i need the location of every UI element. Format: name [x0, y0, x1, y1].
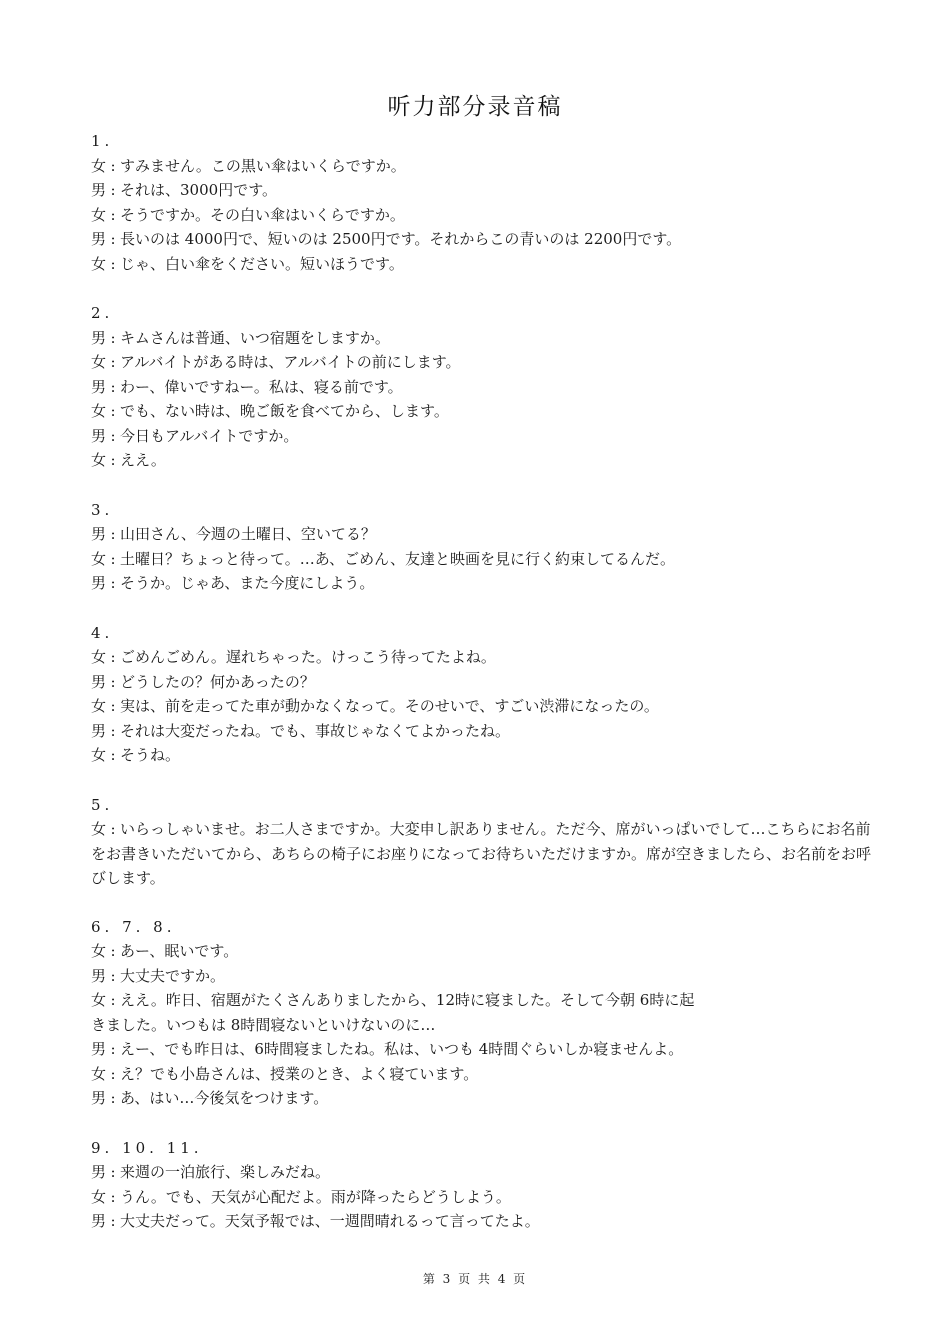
speaker-colon: : — [110, 672, 116, 691]
dialogue-text: え？でも小島さんは、授業のとき、よく寝ています。 — [120, 1064, 479, 1083]
dialogue-line — [91, 694, 871, 719]
dialogue-line — [91, 719, 871, 744]
speaker-colon: : — [110, 205, 116, 224]
dialogue-line — [91, 399, 871, 424]
speaker-colon: : — [110, 549, 116, 568]
speaker-label: 女 — [91, 820, 107, 838]
dialogue-line — [91, 988, 871, 1013]
dialogue-text: うん。でも、天気が心配だよ。雨が降ったらどうしよう。 — [120, 1187, 511, 1206]
speaker-label: 女 — [91, 205, 107, 224]
dialogue-line — [91, 1209, 871, 1234]
dialogue-line — [91, 1062, 871, 1087]
speaker-colon: : — [110, 1089, 116, 1107]
speaker-colon: : — [110, 746, 116, 764]
dialogue-line — [91, 1013, 871, 1038]
dialogue-line — [91, 1086, 871, 1111]
speaker-label: 男 — [91, 426, 107, 445]
section-number: 2. — [91, 304, 114, 322]
transcript-section — [91, 301, 871, 473]
speaker-label: 女 — [91, 991, 107, 1009]
dialogue-line — [91, 154, 871, 179]
dialogue-line — [91, 1185, 871, 1210]
speaker-label: 女 — [91, 156, 107, 175]
speaker-colon: : — [110, 966, 116, 985]
speaker-colon: : — [110, 991, 116, 1009]
dialogue-line — [91, 350, 871, 375]
transcript-section — [91, 915, 871, 1111]
dialogue-line — [91, 448, 871, 473]
section-number: 5. — [91, 795, 114, 814]
speaker-label: 男 — [91, 1163, 107, 1181]
speaker-label: 女 — [91, 746, 107, 764]
dialogue-text: 実は、前を走ってた車が動かなくなって。そのせいで、すごい渋滞になったの。 — [120, 697, 659, 715]
speaker-colon: : — [110, 1187, 116, 1206]
speaker-colon: : — [110, 820, 116, 838]
dialogue-text: 大丈夫ですか。 — [120, 966, 226, 985]
dialogue-line — [91, 227, 871, 252]
dialogue-line — [91, 743, 871, 768]
dialogue-text: そうね。 — [120, 746, 181, 764]
dialogue-line — [91, 424, 871, 449]
speaker-label: 女 — [91, 451, 107, 469]
transcript-section — [91, 129, 871, 276]
speaker-colon: : — [110, 377, 116, 396]
speaker-label: 女 — [91, 549, 107, 568]
section-number: 3. — [91, 500, 114, 519]
dialogue-text: どうしたの？何かあったの？ — [120, 672, 315, 691]
speaker-label: 男 — [91, 574, 107, 592]
speaker-colon: : — [110, 942, 116, 960]
speaker-label: 男 — [91, 328, 107, 347]
speaker-colon: : — [110, 254, 116, 273]
dialogue-text: 長いのは 4000円で、短いのは 2500円です。それからこの青いのは 2200円です。 — [120, 230, 682, 248]
speaker-label: 女 — [91, 648, 107, 666]
speaker-colon: : — [110, 697, 116, 715]
section-number: 4. — [91, 623, 114, 642]
dialogue-line — [91, 964, 871, 989]
dialogue-text: じゃ、白い傘をください。短いほうです。 — [120, 254, 404, 273]
dialogue-text: すみません。この黒い傘はいくらですか。 — [120, 156, 406, 175]
speaker-label: 男 — [91, 966, 107, 985]
page-footer: 第 3 页 共 4 页 — [422, 1272, 528, 1286]
speaker-label: 男 — [91, 721, 107, 740]
dialogue-text: ええ。 — [120, 451, 166, 469]
speaker-colon: : — [110, 525, 116, 543]
speaker-label: 女 — [91, 697, 107, 715]
speaker-label: 男 — [91, 1040, 107, 1058]
speaker-colon: : — [110, 1040, 116, 1058]
dialogue-line — [91, 547, 871, 572]
dialogue-text: そうですか。その白い傘はいくらですか。 — [120, 205, 405, 224]
dialogue-text: わー、偉いですねー。私は、寝る前です。 — [120, 377, 403, 396]
dialogue-line — [91, 939, 871, 964]
transcript-section — [91, 793, 871, 891]
speaker-label: 男 — [91, 1212, 107, 1230]
speaker-label: 男 — [91, 181, 107, 199]
speaker-label: 女 — [91, 1187, 107, 1206]
dialogue-text: 大丈夫だって。天気予報では、一週間晴れるって言ってたよ。 — [120, 1212, 540, 1230]
section-number: 6. 7. 8. — [91, 917, 176, 936]
dialogue-line — [91, 1160, 871, 1185]
speaker-colon: : — [110, 156, 116, 175]
transcript-section — [91, 498, 871, 596]
transcript-body — [91, 129, 871, 1259]
speaker-label: 男 — [91, 672, 107, 691]
speaker-label: 男 — [91, 377, 107, 396]
dialogue-line — [91, 203, 871, 228]
dialogue-text: あー、眠いです。 — [120, 942, 239, 960]
section-number: 1. — [91, 132, 114, 150]
speaker-colon: : — [110, 1212, 116, 1230]
transcript-section — [91, 621, 871, 768]
dialogue-text: それは、3000円です。 — [120, 181, 277, 199]
speaker-label: 男 — [91, 525, 107, 543]
speaker-label: 女 — [91, 402, 107, 420]
dialogue-text: きました。いつもは 8時間寝ないといけないのに… — [91, 1015, 436, 1034]
dialogue-text: えー、でも昨日は、6時間寝ましたね。私は、いつも 4時間ぐらいしか寝ませんよ。 — [120, 1040, 684, 1058]
dialogue-line — [91, 522, 871, 547]
speaker-colon: : — [110, 426, 116, 445]
dialogue-text: キムさんは普通、いつ宿題をしますか。 — [120, 328, 390, 347]
dialogue-text: いらっしゃいませ。お二人さまですか。大変申し訳ありません。ただ今、席がいっぱいでして…こちらにお名前をお書きいただいてから、あちらの椅子にお座りになってお待ちいただけますか。席が空きましたら、お名前をお呼びします。 — [91, 820, 872, 887]
dialogue-line — [91, 178, 871, 203]
dialogue-line — [91, 375, 871, 400]
dialogue-line — [91, 1037, 871, 1062]
dialogue-text: アルバイトがある時は、アルバイトの前にします。 — [120, 353, 461, 371]
speaker-colon: : — [110, 353, 116, 371]
dialogue-text: それは大変だったね。でも、事故じゃなくてよかったね。 — [120, 721, 511, 740]
dialogue-text: 今日もアルバイトですか。 — [120, 426, 299, 445]
dialogue-line — [91, 326, 871, 351]
speaker-colon: : — [110, 181, 116, 199]
speaker-label: 男 — [91, 230, 107, 248]
dialogue-text: でも、ない時は、晩ご飯を食べてから、します。 — [120, 402, 449, 420]
dialogue-text: あ、はい…今後気をつけます。 — [120, 1089, 329, 1107]
speaker-colon: : — [110, 402, 116, 420]
speaker-colon: : — [110, 230, 116, 248]
dialogue-line — [91, 670, 871, 695]
speaker-colon: : — [110, 328, 116, 347]
speaker-label: 女 — [91, 942, 107, 960]
dialogue-text: そうか。じゃあ、また今度にしよう。 — [120, 574, 375, 592]
speaker-colon: : — [110, 648, 116, 666]
speaker-label: 男 — [91, 1089, 107, 1107]
dialogue-text: 土曜日？ちょっと待って。…あ、ごめん、友達と映画を見に行く約束してるんだ。 — [120, 549, 676, 568]
transcript-section — [91, 1136, 871, 1234]
dialogue-line — [91, 645, 871, 670]
speaker-colon: : — [110, 1163, 116, 1181]
speaker-label: 女 — [91, 353, 107, 371]
speaker-colon: : — [110, 574, 116, 592]
dialogue-text: 山田さん、今週の土曜日、空いてる？ — [120, 525, 376, 543]
dialogue-line — [91, 817, 871, 891]
dialogue-text: ごめんごめん。遅れちゃった。けっこう待ってたよね。 — [120, 648, 496, 666]
speaker-colon: : — [110, 1064, 116, 1083]
page-title: 听力部分录音稿 — [387, 94, 563, 120]
speaker-colon: : — [110, 721, 116, 740]
speaker-label: 女 — [91, 1064, 107, 1083]
dialogue-line — [91, 252, 871, 277]
speaker-colon: : — [110, 451, 116, 469]
section-number: 9. 10. 11. — [91, 1138, 203, 1157]
speaker-label: 女 — [91, 254, 107, 273]
dialogue-line — [91, 571, 871, 596]
dialogue-text: ええ。昨日、宿題がたくさんありましたから、12時に寝ました。そして今朝 6時に起 — [120, 991, 695, 1009]
dialogue-text: 来週の一泊旅行、楽しみだね。 — [120, 1163, 331, 1181]
